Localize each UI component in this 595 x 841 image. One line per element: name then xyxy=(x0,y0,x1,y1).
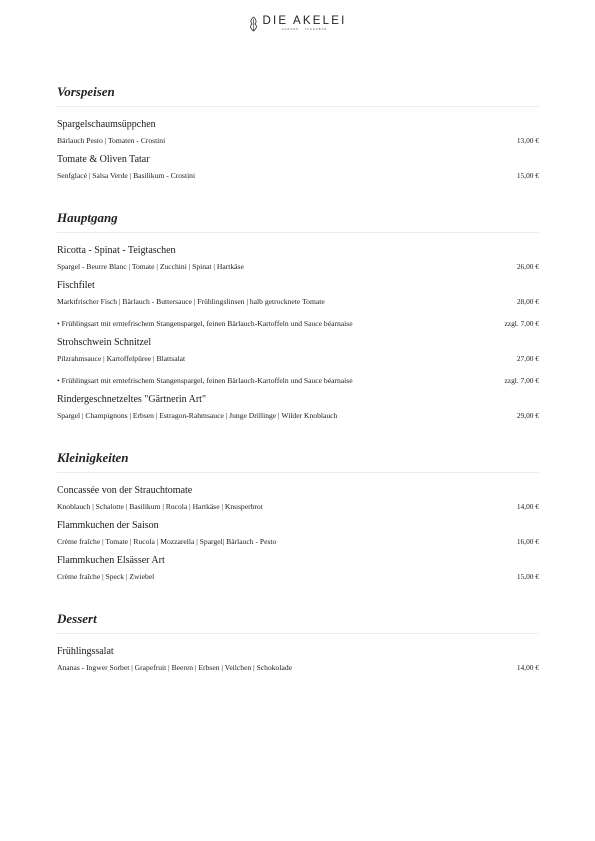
section-title: Kleinigkeiten xyxy=(57,450,539,473)
dish-name: Frühlingssalat xyxy=(57,646,114,657)
dish-name: Fischfilet xyxy=(57,280,95,291)
logo-subtitle: GARDEN . TAGESBAR xyxy=(281,27,328,31)
dish-price: 28,00 € xyxy=(516,297,539,306)
dish-description: Pilzrahmsauce | Kartoffelpüree | Blattsalat xyxy=(57,354,186,363)
akelei-flower-logo-icon xyxy=(248,16,259,32)
dish-line xyxy=(57,502,539,511)
dish-price: 29,00 € xyxy=(516,411,539,420)
menu-item xyxy=(57,485,539,511)
menu-section xyxy=(57,450,539,581)
menu-item xyxy=(57,245,539,271)
dish-description: Knoblauch | Schalotte | Basilikum | Rucola | Hartkäse | Knusperbrot xyxy=(57,502,263,511)
dish-name: Spargelschaumsüppchen xyxy=(57,119,156,130)
dish-description: Bärlauch Pesto | Tomaten - Crostini xyxy=(57,136,166,145)
dish-name: Flammkuchen der Saison xyxy=(57,520,159,531)
dish-description: Crème fraîche | Speck | Zwiebel xyxy=(57,572,155,581)
dish-line xyxy=(57,537,539,546)
section-title: Hauptgang xyxy=(57,210,539,233)
dish-description: Spargel - Beurre Blanc | Tomate | Zucchini | Spinat | Hartkäse xyxy=(57,262,244,271)
menu-content xyxy=(57,84,539,702)
bullet-icon: • xyxy=(57,376,60,385)
dish-price: 13,00 € xyxy=(516,136,539,145)
dish-price: 14,00 € xyxy=(516,502,539,511)
menu-item xyxy=(57,119,539,145)
menu-item xyxy=(57,555,539,581)
bullet-icon: • xyxy=(57,319,60,328)
menu-section xyxy=(57,611,539,672)
section-title: Dessert xyxy=(57,611,539,634)
menu-item xyxy=(57,280,539,328)
dish-name: Strohschwein Schnitzel xyxy=(57,337,152,348)
dish-price: 14,00 € xyxy=(516,663,539,672)
dish-line xyxy=(57,411,539,420)
dish-description: Marktfrischer Fisch | Bärlauch - Buttersauce | Frühlingslinsen | halb getrocknete Tomate xyxy=(57,297,325,306)
dish-description: Spargel | Champignons | Erbsen | Estragon-Rahmsauce | Junge Drillinge | Wilder Knoblauch xyxy=(57,411,338,420)
dish-price: 16,00 € xyxy=(516,537,539,546)
dish-description: Crème fraîche | Tomate | Rucola | Mozzarella | Spargel| Bärlauch - Pesto xyxy=(57,537,277,546)
logo xyxy=(248,16,346,32)
page-header xyxy=(0,14,595,34)
dish-name: Concassée von der Strauchtomate xyxy=(57,485,193,496)
dish-name: Tomate & Oliven Tatar xyxy=(57,154,150,165)
dish-option-text: Frühlingsart mit erntefrischem Stangenspargel, feinen Bärlauch-Kartoffeln und Sauce béarnaise xyxy=(61,376,353,385)
dish-line xyxy=(57,572,539,581)
dish-name: Flammkuchen Elsässer Art xyxy=(57,555,165,566)
dish-name: Rindergeschnetzeltes "Gärtnerin Art" xyxy=(57,394,207,405)
menu-item xyxy=(57,646,539,672)
dish-line xyxy=(57,136,539,145)
dish-option-text: Frühlingsart mit erntefrischem Stangenspargel, feinen Bärlauch-Kartoffeln und Sauce béarnaise xyxy=(61,319,353,328)
dish-description: Senfglacé | Salsa Verde | Basilikum - Crostini xyxy=(57,171,196,180)
dish-price: 26,00 € xyxy=(516,262,539,271)
dish-line xyxy=(57,663,539,672)
menu-section xyxy=(57,84,539,180)
dish-name: Ricotta - Spinat - Teigtaschen xyxy=(57,245,176,256)
dish-description: Ananas - Ingwer Sorbet | Grapefruit | Beeren | Erbsen | Veilchen | Schokolade xyxy=(57,663,292,672)
menu-item xyxy=(57,520,539,546)
dish-line xyxy=(57,297,539,306)
logo-text: DIE AKELEI xyxy=(262,15,347,28)
dish-option-line xyxy=(57,319,539,328)
menu-item xyxy=(57,394,539,420)
section-title: Vorspeisen xyxy=(57,84,539,107)
menu-item xyxy=(57,154,539,180)
dish-option xyxy=(57,319,353,328)
dish-line xyxy=(57,171,539,180)
dish-price: 15,00 € xyxy=(516,572,539,581)
dish-option xyxy=(57,376,353,385)
dish-option-price: zzgl. 7,00 € xyxy=(504,376,539,385)
dish-option-line xyxy=(57,376,539,385)
dish-price: 15,00 € xyxy=(516,171,539,180)
dish-price: 27,00 € xyxy=(516,354,539,363)
dish-line xyxy=(57,354,539,363)
dish-line xyxy=(57,262,539,271)
menu-section xyxy=(57,210,539,420)
dish-option-price: zzgl. 7,00 € xyxy=(504,319,539,328)
menu-item xyxy=(57,337,539,385)
